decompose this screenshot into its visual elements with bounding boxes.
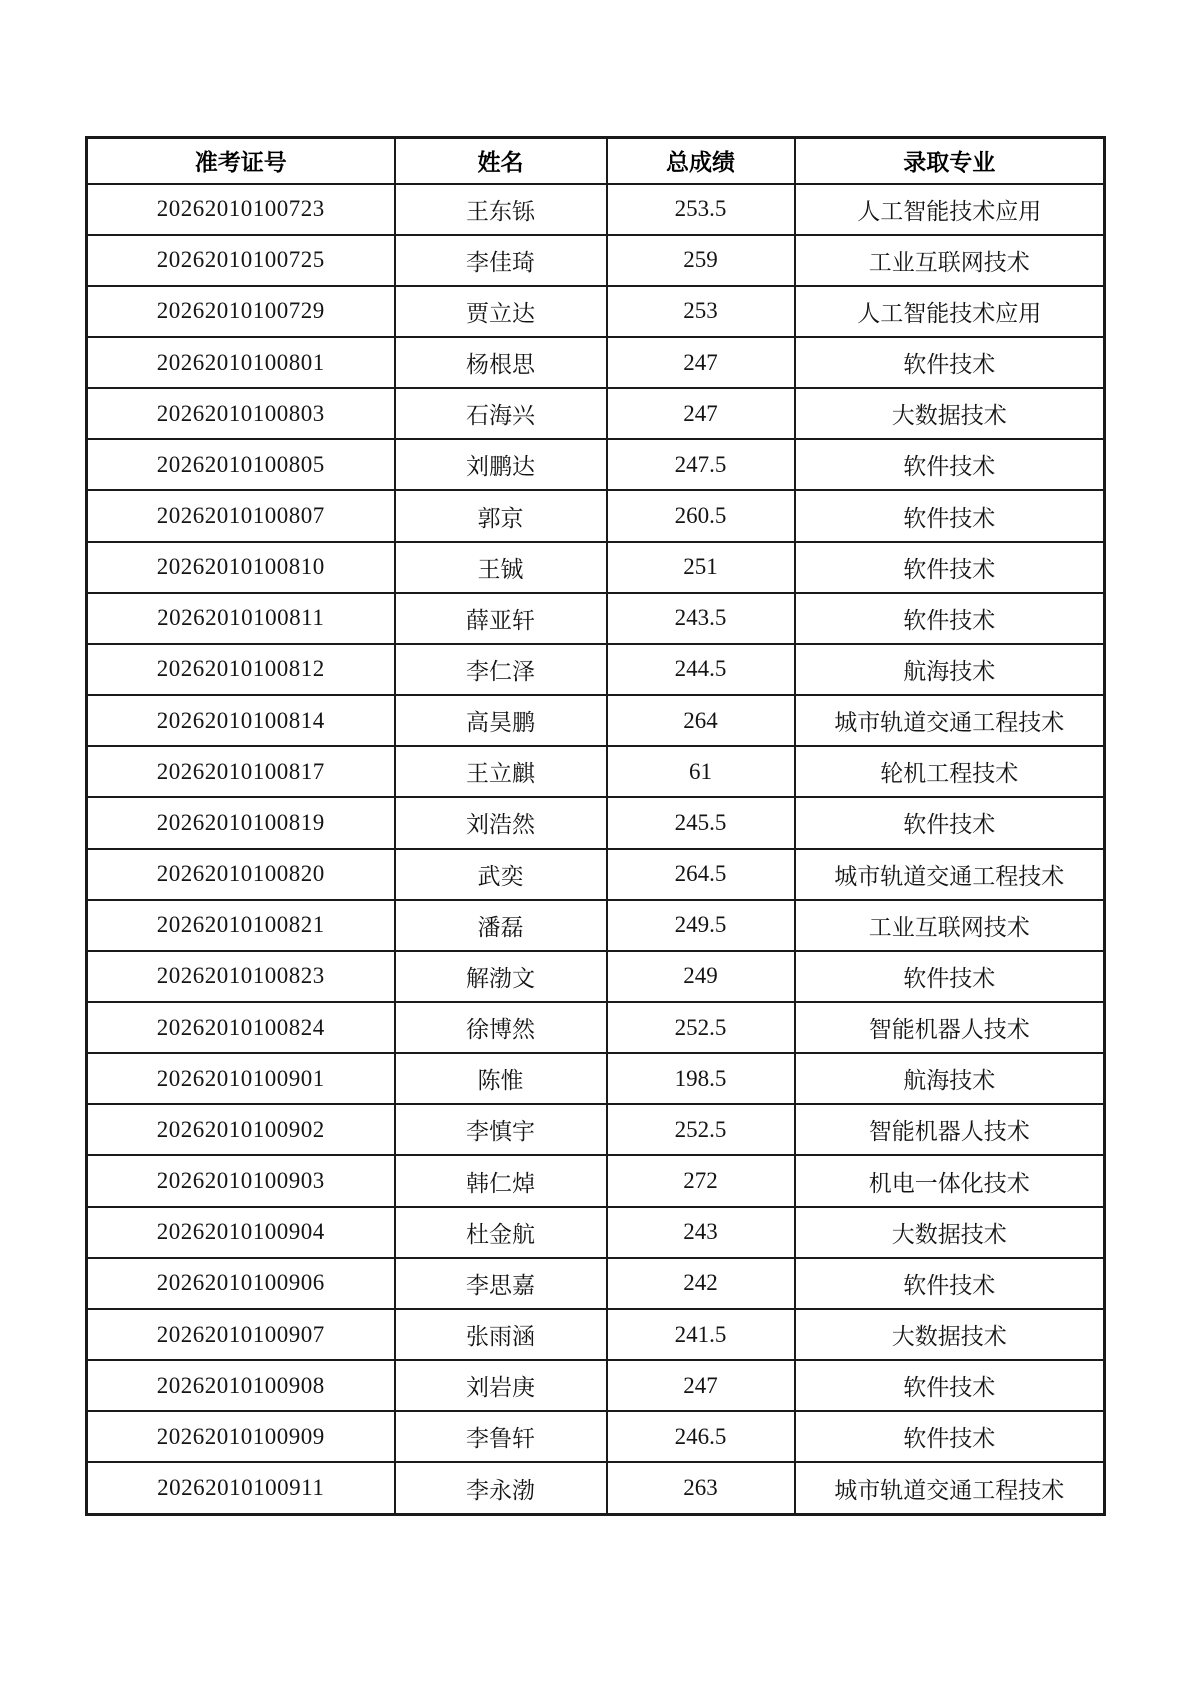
admission-number-cell: 20262010100814 (87, 695, 395, 746)
table-row (87, 695, 1105, 746)
table-row (87, 490, 1105, 541)
admission-number-cell: 20262010100723 (87, 184, 395, 235)
candidate-name-cell: 张雨涵 (395, 1309, 607, 1360)
admission-number-cell: 20262010100801 (87, 337, 395, 388)
candidate-name-cell: 李永渤 (395, 1462, 607, 1514)
admission-number-cell: 20262010100803 (87, 388, 395, 439)
admission-number-cell: 20262010100811 (87, 593, 395, 644)
total-score-cell: 272 (607, 1155, 795, 1206)
admitted-major-cell: 大数据技术 (795, 388, 1105, 439)
candidate-name-cell: 高昊鹏 (395, 695, 607, 746)
total-score-cell: 247.5 (607, 439, 795, 490)
admitted-major-cell: 城市轨道交通工程技术 (795, 1462, 1105, 1514)
table-row (87, 439, 1105, 490)
table-row (87, 1411, 1105, 1462)
admitted-major-cell: 大数据技术 (795, 1207, 1105, 1258)
column-header-admission-number: 准考证号 (87, 138, 395, 184)
table-row (87, 1462, 1105, 1514)
table-row (87, 1053, 1105, 1104)
candidate-name-cell: 陈惟 (395, 1053, 607, 1104)
admission-number-cell: 20262010100906 (87, 1258, 395, 1309)
admission-number-cell: 20262010100909 (87, 1411, 395, 1462)
candidate-name-cell: 石海兴 (395, 388, 607, 439)
admission-number-cell: 20262010100725 (87, 235, 395, 286)
total-score-cell: 241.5 (607, 1309, 795, 1360)
admitted-major-cell: 软件技术 (795, 593, 1105, 644)
column-header-admitted-major: 录取专业 (795, 138, 1105, 184)
candidate-name-cell: 杜金航 (395, 1207, 607, 1258)
candidate-name-cell: 韩仁焯 (395, 1155, 607, 1206)
candidate-name-cell: 贾立达 (395, 286, 607, 337)
candidate-name-cell: 李思嘉 (395, 1258, 607, 1309)
total-score-cell: 264 (607, 695, 795, 746)
table-row (87, 184, 1105, 235)
total-score-cell: 247 (607, 337, 795, 388)
total-score-cell: 247 (607, 1360, 795, 1411)
admission-number-cell: 20262010100807 (87, 490, 395, 541)
total-score-cell: 61 (607, 746, 795, 797)
total-score-cell: 243 (607, 1207, 795, 1258)
admitted-major-cell: 城市轨道交通工程技术 (795, 849, 1105, 900)
table-row (87, 1104, 1105, 1155)
table-row (87, 286, 1105, 337)
total-score-cell: 245.5 (607, 797, 795, 848)
admitted-major-cell: 软件技术 (795, 490, 1105, 541)
total-score-cell: 264.5 (607, 849, 795, 900)
table-row (87, 337, 1105, 388)
total-score-cell: 263 (607, 1462, 795, 1514)
total-score-cell: 244.5 (607, 644, 795, 695)
candidate-name-cell: 刘岩庚 (395, 1360, 607, 1411)
total-score-cell: 260.5 (607, 490, 795, 541)
candidate-name-cell: 王东铄 (395, 184, 607, 235)
admitted-major-cell: 人工智能技术应用 (795, 184, 1105, 235)
admitted-major-cell: 工业互联网技术 (795, 235, 1105, 286)
admission-number-cell: 20262010100823 (87, 951, 395, 1002)
admitted-major-cell: 大数据技术 (795, 1309, 1105, 1360)
total-score-cell: 251 (607, 542, 795, 593)
total-score-cell: 246.5 (607, 1411, 795, 1462)
admission-number-cell: 20262010100907 (87, 1309, 395, 1360)
table-row (87, 849, 1105, 900)
candidate-name-cell: 薛亚轩 (395, 593, 607, 644)
admitted-major-cell: 软件技术 (795, 951, 1105, 1002)
admission-number-cell: 20262010100824 (87, 1002, 395, 1053)
admission-number-cell: 20262010100911 (87, 1462, 395, 1514)
admission-number-cell: 20262010100901 (87, 1053, 395, 1104)
candidate-name-cell: 武奕 (395, 849, 607, 900)
admitted-major-cell: 软件技术 (795, 1258, 1105, 1309)
candidate-name-cell: 潘磊 (395, 900, 607, 951)
table-row (87, 900, 1105, 951)
table-header-row (87, 138, 1105, 184)
admission-number-cell: 20262010100817 (87, 746, 395, 797)
admitted-major-cell: 软件技术 (795, 439, 1105, 490)
admitted-major-cell: 轮机工程技术 (795, 746, 1105, 797)
total-score-cell: 242 (607, 1258, 795, 1309)
candidate-name-cell: 李仁泽 (395, 644, 607, 695)
table-row (87, 746, 1105, 797)
table-row (87, 951, 1105, 1002)
total-score-cell: 253.5 (607, 184, 795, 235)
admission-number-cell: 20262010100908 (87, 1360, 395, 1411)
total-score-cell: 252.5 (607, 1104, 795, 1155)
admitted-major-cell: 工业互联网技术 (795, 900, 1105, 951)
admitted-major-cell: 软件技术 (795, 337, 1105, 388)
admitted-major-cell: 软件技术 (795, 542, 1105, 593)
admission-number-cell: 20262010100903 (87, 1155, 395, 1206)
table-row (87, 235, 1105, 286)
admitted-major-cell: 城市轨道交通工程技术 (795, 695, 1105, 746)
candidate-name-cell: 李鲁轩 (395, 1411, 607, 1462)
admission-number-cell: 20262010100729 (87, 286, 395, 337)
admission-number-cell: 20262010100821 (87, 900, 395, 951)
admitted-major-cell: 软件技术 (795, 1360, 1105, 1411)
candidate-name-cell: 刘浩然 (395, 797, 607, 848)
admitted-major-cell: 航海技术 (795, 1053, 1105, 1104)
admitted-major-cell: 智能机器人技术 (795, 1104, 1105, 1155)
candidate-name-cell: 解渤文 (395, 951, 607, 1002)
admission-number-cell: 20262010100819 (87, 797, 395, 848)
table-row (87, 593, 1105, 644)
candidate-name-cell: 徐博然 (395, 1002, 607, 1053)
admission-number-cell: 20262010100805 (87, 439, 395, 490)
total-score-cell: 198.5 (607, 1053, 795, 1104)
total-score-cell: 243.5 (607, 593, 795, 644)
admission-number-cell: 20262010100810 (87, 542, 395, 593)
admission-number-cell: 20262010100812 (87, 644, 395, 695)
admitted-major-cell: 人工智能技术应用 (795, 286, 1105, 337)
admission-results-table (85, 136, 1106, 1516)
total-score-cell: 249.5 (607, 900, 795, 951)
candidate-name-cell: 杨根思 (395, 337, 607, 388)
candidate-name-cell: 李佳琦 (395, 235, 607, 286)
table-row (87, 1002, 1105, 1053)
total-score-cell: 247 (607, 388, 795, 439)
admitted-major-cell: 航海技术 (795, 644, 1105, 695)
column-header-name: 姓名 (395, 138, 607, 184)
candidate-name-cell: 郭京 (395, 490, 607, 541)
candidate-name-cell: 刘鹏达 (395, 439, 607, 490)
total-score-cell: 253 (607, 286, 795, 337)
total-score-cell: 249 (607, 951, 795, 1002)
table-row (87, 1155, 1105, 1206)
candidate-name-cell: 王立麒 (395, 746, 607, 797)
candidate-name-cell: 李慎宇 (395, 1104, 607, 1155)
admitted-major-cell: 软件技术 (795, 797, 1105, 848)
admission-number-cell: 20262010100904 (87, 1207, 395, 1258)
admission-number-cell: 20262010100902 (87, 1104, 395, 1155)
admission-number-cell: 20262010100820 (87, 849, 395, 900)
table-row (87, 542, 1105, 593)
candidate-name-cell: 王铖 (395, 542, 607, 593)
table-row (87, 1309, 1105, 1360)
table-row (87, 388, 1105, 439)
table-row (87, 1360, 1105, 1411)
total-score-cell: 252.5 (607, 1002, 795, 1053)
table-row (87, 644, 1105, 695)
column-header-total-score: 总成绩 (607, 138, 795, 184)
admitted-major-cell: 机电一体化技术 (795, 1155, 1105, 1206)
admitted-major-cell: 智能机器人技术 (795, 1002, 1105, 1053)
table-row (87, 797, 1105, 848)
table-row (87, 1258, 1105, 1309)
table-row (87, 1207, 1105, 1258)
total-score-cell: 259 (607, 235, 795, 286)
admitted-major-cell: 软件技术 (795, 1411, 1105, 1462)
